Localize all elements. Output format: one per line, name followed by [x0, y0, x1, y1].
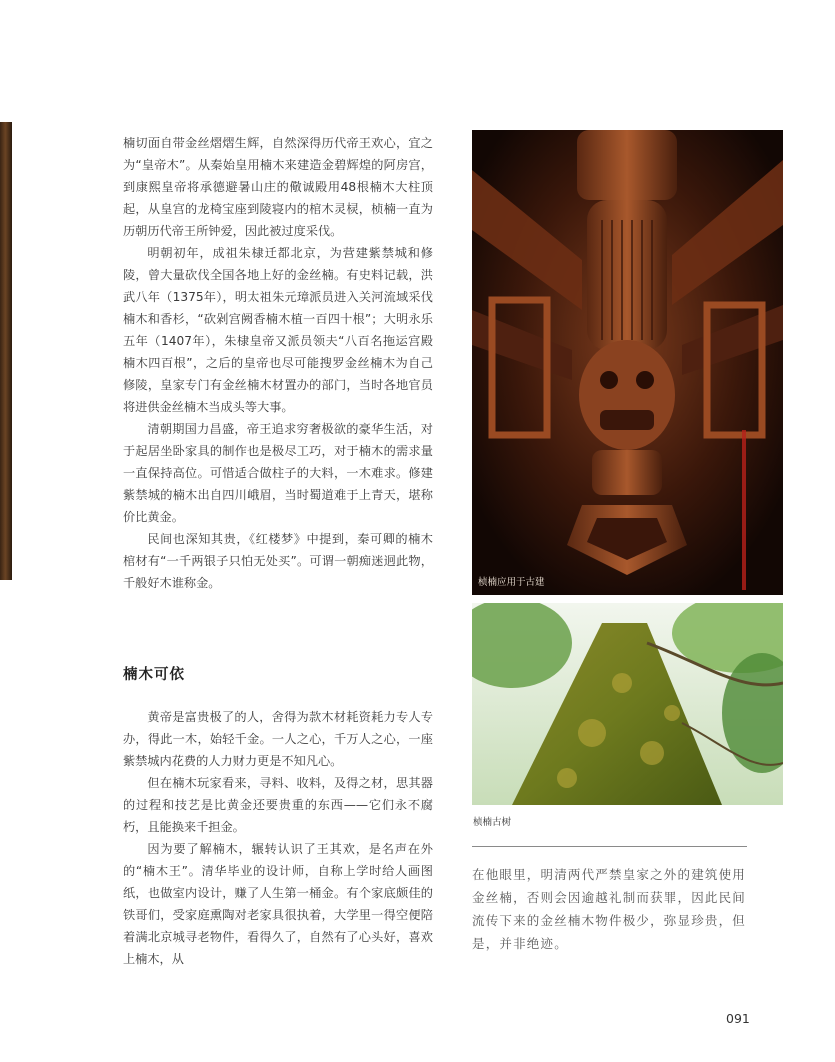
- carved-bracket-illustration: [472, 130, 783, 595]
- divider: [472, 846, 747, 847]
- pull-quote: 在他眼里，明清两代严禁皇家之外的建筑使用金丝楠，否则会因逾越礼制而获罪，因此民间流传下来的金丝楠木物件极少，弥显珍贵，但是，并非绝迹。: [472, 867, 747, 951]
- page-number: 091: [726, 1011, 750, 1026]
- paragraph: 民间也深知其贵，《红楼梦》中提到，秦可卿的楠木棺材有“一千两银子只怕无处买”。可谓一朝痴迷迥此物，千般好木谁称金。: [123, 532, 433, 590]
- section-heading: 楠木可依: [123, 667, 185, 683]
- mossy-tree-photo: [472, 603, 783, 805]
- paragraph: 楠切面自带金丝熠熠生辉，自然深得历代帝王欢心，宜之为“皇帝木”。从秦始皇用楠木来建造金碧辉煌的阿房宫，到康熙皇帝将承德避暑山庄的儆诚殿用48根楠木大柱顶起，从皇宫的龙椅宝座到陵寝内的棺木灵棂，桢楠一直为历朝历代帝王所钟爱，因此被过度采伐。: [123, 136, 433, 238]
- adjacent-page-photo-edge: [0, 122, 12, 580]
- paragraph: 清朝期国力昌盛，帝王追求穷奢极欲的豪华生活，对于起居坐卧家具的制作也是极尽工巧，对于楠木的需求量一直保持高位。可惜适合做柱子的大料，一木难求。修建紫禁城的楠木出自四川峨眉，当时蜀道难于上青天，堪称价比黄金。: [123, 422, 433, 524]
- body-column-top: [123, 132, 433, 594]
- mossy-tree-illustration: [472, 603, 783, 805]
- carved-bracket-photo: [472, 130, 783, 595]
- paragraph: 黄帝是富贵极了的人，舍得为款木材耗资耗力专人专办，得此一木，始轻千金。一人之心，千万人之心，一座紫禁城内花费的人力财力更是不知凡心。: [123, 710, 433, 768]
- photo-caption: 桢楠古树: [473, 817, 512, 828]
- paragraph: 但在楠木玩家看来，寻料、收料，及得之材，思其器的过程和技艺是比黄金还要贵重的东西——它们永不腐朽，且能换来千担金。: [123, 776, 433, 834]
- paragraph: 因为要了解楠木，辗转认识了王其欢，是名声在外的“楠木王”。清华毕业的设计师，自称上学时给人画图纸，也做室内设计，赚了人生第一桶金。有个家底颇佳的铁哥们，受家庭熏陶对老家具很执着，大学里一得空便陪着满北京城寻老物件，看得久了，自然有了心头好，喜欢上楠木，从: [123, 842, 433, 966]
- photo-caption: 桢楠应用于古建: [478, 577, 545, 588]
- paragraph: 明朝初年，成祖朱棣迁都北京，为营建紫禁城和修陵，曾大量砍伐全国各地上好的金丝楠。有史料记载，洪武八年（1375年），明太祖朱元璋派员进入关河流域采伐楠木和香杉，“砍剁宫阙香楠木植一百四十根”；大明永乐五年（1407年），朱棣皇帝又派员领夫“八百名拖运宫殿楠木四百根”，之后的皇帝也尽可能搜罗金丝楠木为自己修陵，皇家专门有金丝楠木材置办的部门，当时各地官员将进供金丝楠木当成头等大事。: [123, 246, 433, 414]
- body-column-bottom: [123, 706, 433, 970]
